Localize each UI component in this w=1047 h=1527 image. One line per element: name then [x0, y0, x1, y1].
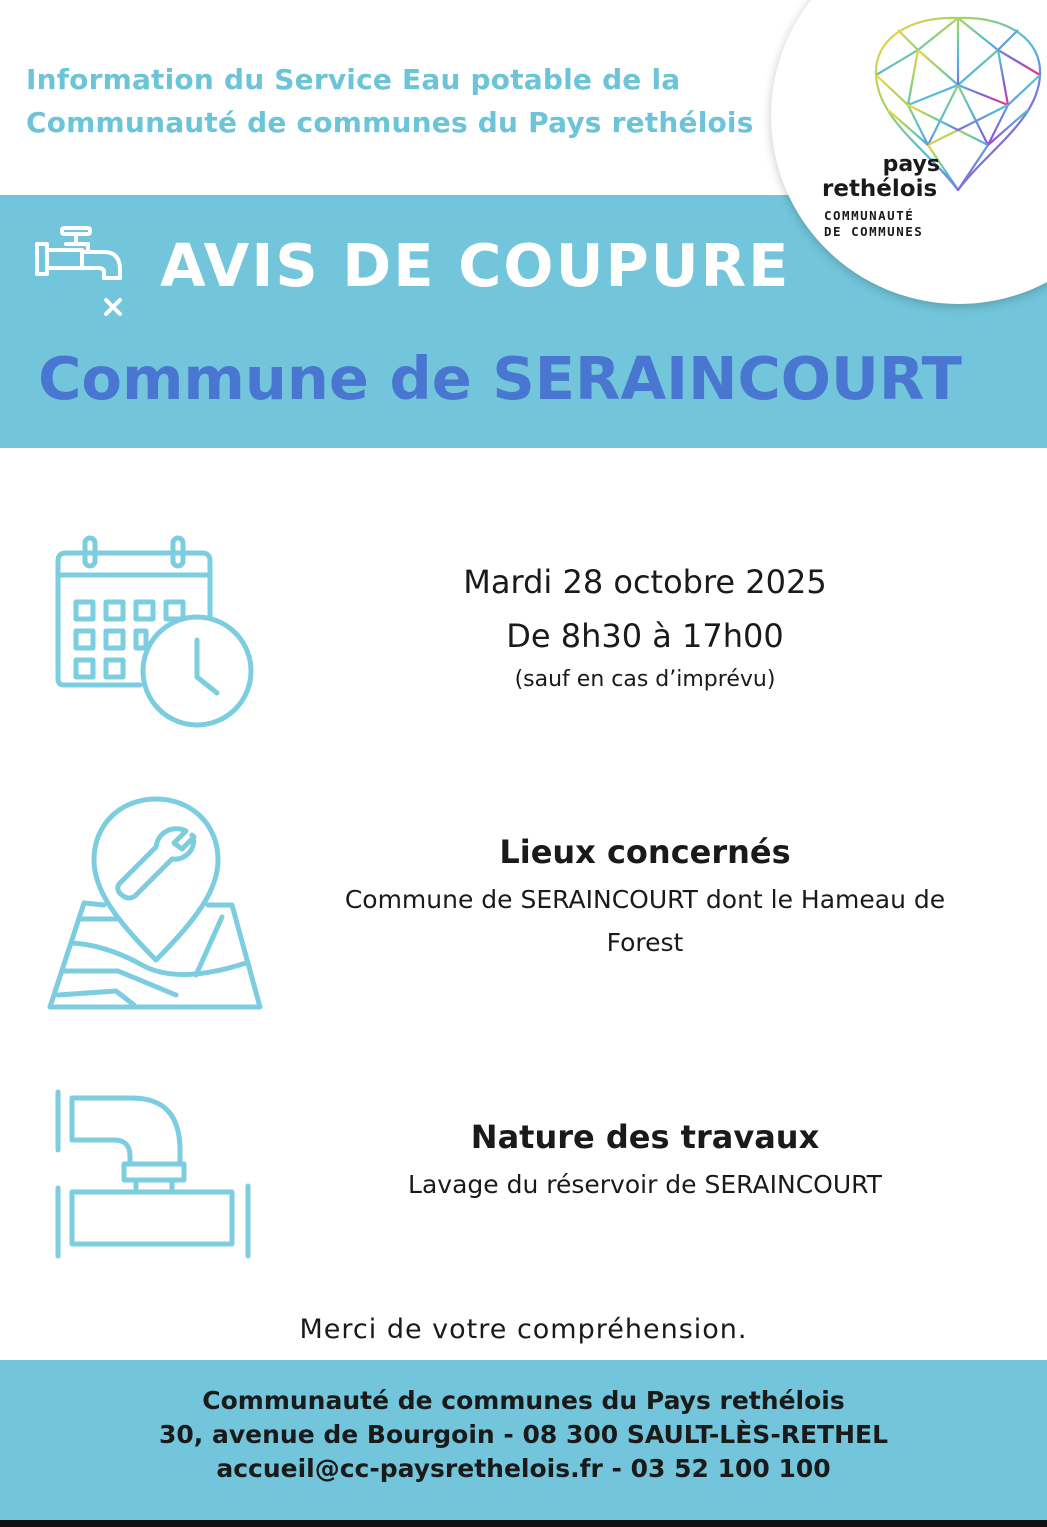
schedule-hours: De 8h30 à 17h00 [506, 617, 784, 655]
pipe-icon [52, 1088, 257, 1263]
header-info-line-2: Communauté de communes du Pays rethélois [26, 106, 754, 139]
logo-text-communaute [824, 208, 923, 240]
logo-text-line-3: COMMUNAUTÉ [824, 208, 915, 223]
commune-title: Commune de SERAINCOURT [38, 344, 962, 413]
header-info [26, 58, 786, 144]
schedule-note: (sauf en cas d’imprévu) [514, 667, 776, 692]
footer-organisation: Communauté de communes du Pays rethélois [202, 1386, 845, 1415]
map-pin-wrench-icon [46, 795, 266, 1017]
footer-address: 30, avenue de Bourgoin - 08 300 SAULT-LÈS-RETHEL [158, 1420, 889, 1449]
calendar-clock-icon [52, 535, 257, 730]
notice-title: AVIS DE COUPURE [160, 231, 791, 300]
bottom-bar [0, 1520, 1047, 1527]
thanks-text: Merci de votre compréhension. [299, 1314, 748, 1345]
logo-text-line-4: DE COMMUNES [824, 224, 924, 239]
schedule-block [330, 555, 960, 697]
places-line-2: Forest [606, 928, 684, 957]
places-line-1: Commune de SERAINCOURT dont le Hameau de [344, 885, 946, 914]
footer [0, 1360, 1047, 1520]
footer-contact: accueil@cc-paysrethelois.fr - 03 52 100 100 [216, 1454, 831, 1483]
works-block [330, 1111, 960, 1206]
logo-text-rethelois: rethélois [822, 176, 938, 202]
works-text: Lavage du réservoir de SERAINCOURT [408, 1170, 882, 1199]
places-title: Lieux concernés [499, 833, 791, 871]
places-block [330, 826, 960, 964]
water-tap-off-icon [34, 222, 129, 322]
header-info-line-1: Information du Service Eau potable de la [26, 63, 681, 96]
schedule-date: Mardi 28 octobre 2025 [463, 563, 827, 601]
logo-text-pays: pays [882, 152, 940, 177]
works-title: Nature des travaux [470, 1118, 820, 1156]
